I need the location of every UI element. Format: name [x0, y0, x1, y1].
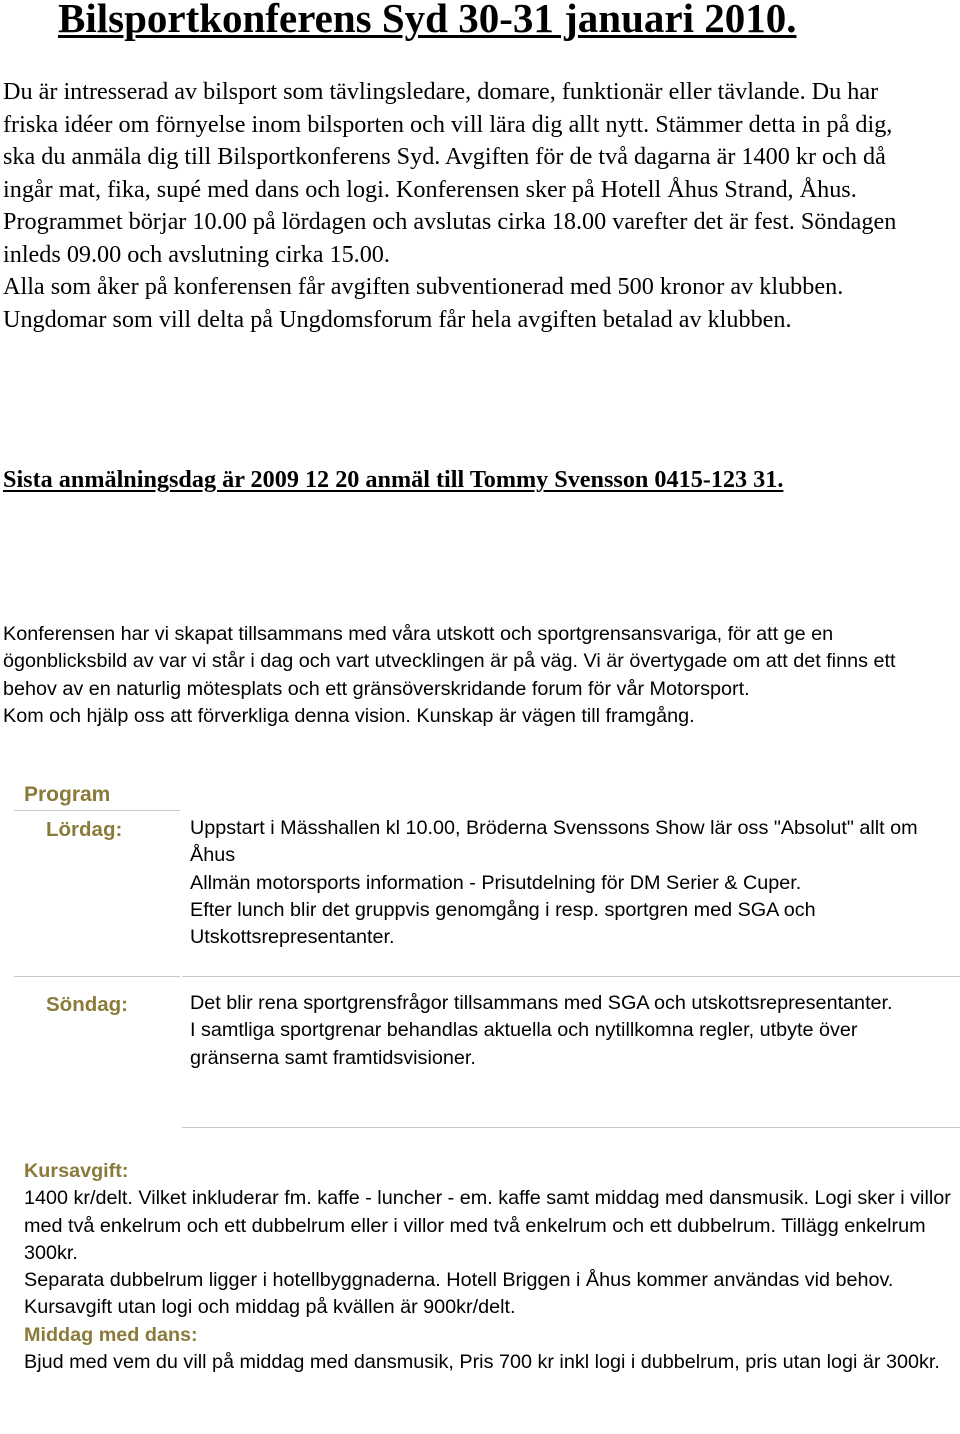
program-line: Uppstart i Mässhallen kl 10.00, Bröderna Svenssons Show lär oss "Absolut" allt om Åhus	[190, 817, 918, 867]
program-line: Det blir rena sportgrensfrågor tillsammans med SGA och utskottsrepresentanter.	[190, 992, 893, 1014]
program-divider	[182, 1127, 960, 1128]
intro-paragraph: Du är intresserad av bilsport som tävlingsledare, domare, funktionär eller tävlande. Du har friska idéer om förnyelse inom bilsporten och vill lära dig allt nytt. Stämmer detta in på dig, ska du anmäla dig till Bilsportkonferens Syd. Avgiften för de två dagarna är 1400 kr och då ingår mat, fika, supé med dans och logi. Konferensen sker på Hotell Åhus Strand, Åhus. Programmet börjar 10.00 på lördagen och avslutas cirka 18.00 varefter det är fest. Söndagen inleds 09.00 och avslutning cirka 15.00.	[3, 78, 897, 268]
program-divider	[182, 976, 960, 977]
program-heading: Program	[24, 783, 111, 806]
dinner-text: Bjud med vem du vill på middag med dansmusik, Pris 700 kr inkl logi i dubbelrum, pris utan logi är 300kr.	[24, 1351, 940, 1374]
saturday-program	[190, 815, 950, 951]
fee-line: Separata dubbelrum ligger i hotellbyggnaderna. Hotell Briggen i Åhus kommer användas vid behov.	[24, 1269, 894, 1292]
registration-deadline: Sista anmälningsdag är 2009 12 20 anmäl till Tommy Svensson 0415-123 31.	[3, 466, 784, 493]
intro-paragraph: Alla som åker på konferensen får avgiften subventionerad med 500 kronor av klubben.	[3, 273, 844, 300]
intro-paragraph: Ungdomar som vill delta på Ungdomsforum får hela avgiften betalad av klubben.	[3, 305, 792, 333]
fee-section	[24, 1158, 954, 1376]
fee-heading: Kursavgift:	[24, 1160, 129, 1182]
program-line: Efter lunch blir det gruppvis genomgång i resp. sportgren med SGA och Utskottsrepresentanter.	[190, 898, 816, 949]
fee-line: 1400 kr/delt. Vilket inkluderar fm. kaffe - luncher - em. kaffe samt middag med dansmusik. Logi sker i villor med två enkelrum och ett dubbelrum eller i villor med två enkelrum och ett dubbelrum. Tillägg enkelrum 300kr.	[24, 1187, 951, 1264]
program-divider	[14, 810, 180, 811]
sunday-label: Söndag:	[46, 993, 128, 1016]
vision-section	[3, 621, 923, 730]
program-line: Allmän motorsports information - Prisutdelning för DM Serier & Cuper.	[190, 871, 802, 894]
vision-paragraph: Kom och hjälp oss att förverkliga denna vision. Kunskap är vägen till framgång.	[3, 704, 695, 727]
sunday-program	[190, 990, 950, 1072]
vision-paragraph: Konferensen har vi skapat tillsammans med våra utskott och sportgrensansvariga, för att ge en ögonblicksbild av var vi står i dag och vart utvecklingen är på väg. Vi är övertygade om att det finns ett behov av en naturlig mötesplats och ett gränsöverskridande forum för vår Motorsport.	[3, 623, 896, 700]
saturday-label: Lördag:	[46, 818, 123, 841]
program-line: I samtliga sportgrenar behandlas aktuella och nytillkomna regler, utbyte över gränserna samt framtidsvisioner.	[190, 1019, 858, 1069]
dinner-heading: Middag med dans:	[24, 1323, 198, 1346]
fee-line: Kursavgift utan logi och middag på kvällen är 900kr/delt.	[24, 1296, 516, 1319]
page-title: Bilsportkonferens Syd 30-31 januari 2010.	[58, 0, 797, 41]
intro-section	[3, 76, 903, 336]
program-divider	[14, 976, 180, 977]
